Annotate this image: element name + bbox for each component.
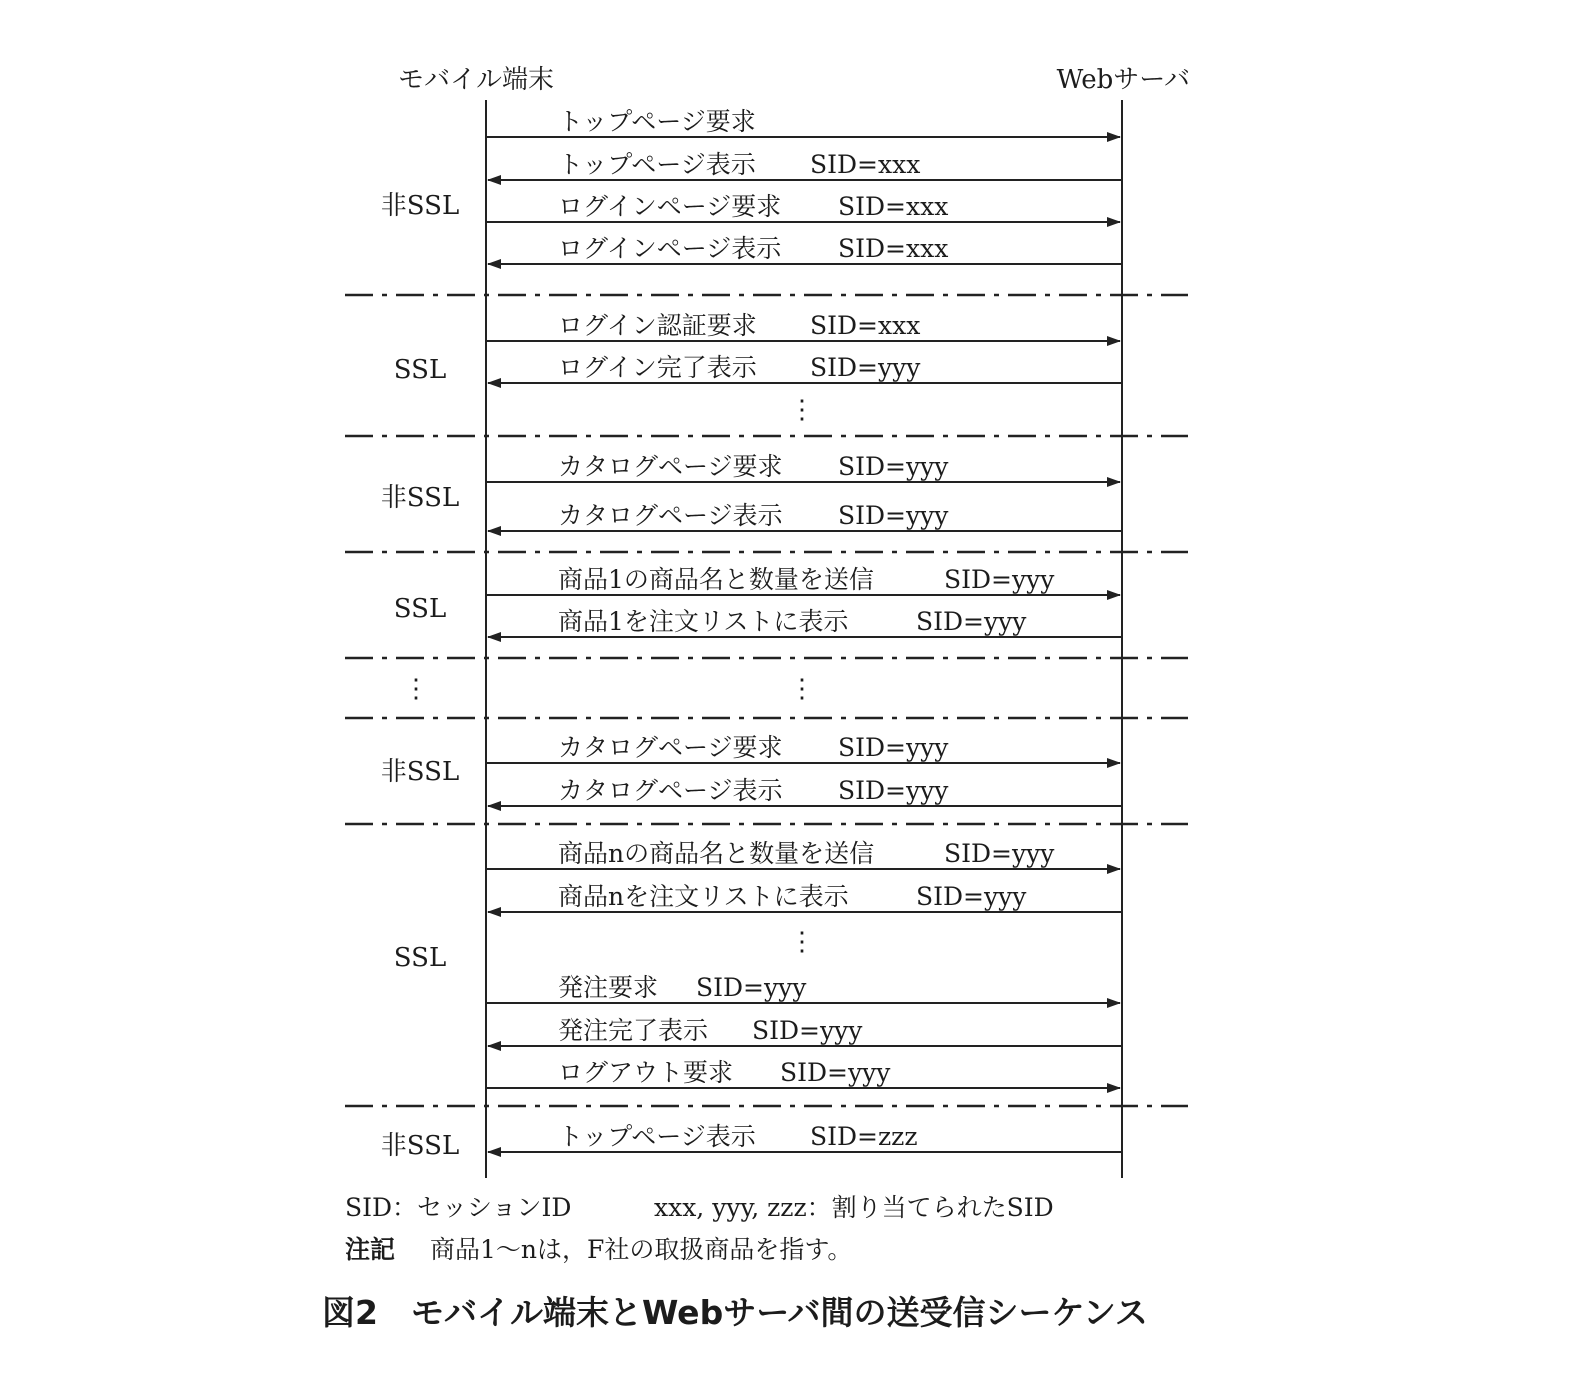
message-sid: SID=yyy [838, 501, 949, 530]
ellipsis: ⋮ [789, 927, 815, 957]
message-sid: SID=yyy [838, 733, 949, 762]
message-label: ログイン完了表示 [558, 353, 757, 382]
ellipsis: ⋮ [789, 395, 815, 425]
message-sid: SID=xxx [838, 234, 949, 263]
lifeline-label-mobile: モバイル端末 [398, 65, 555, 95]
message-label: 発注要求 [558, 973, 659, 1002]
message-sid: SID=xxx [838, 192, 949, 221]
message-label: トップページ要求 [558, 107, 756, 136]
message-sid: SID=yyy [944, 565, 1055, 594]
message-label: カタログページ表示 [558, 776, 783, 805]
message-label: トップページ表示 [558, 1122, 756, 1151]
message-sid: SID=yyy [916, 607, 1027, 636]
note-text: 商品1～nは，F社の取扱商品を指す。 [430, 1235, 853, 1264]
message-label: 商品nを注文リストに表示 [558, 882, 849, 911]
message-label: ログイン認証要求 [558, 311, 757, 340]
message-label: ログアウト要求 [558, 1058, 734, 1087]
message-label: トップページ表示 [558, 150, 756, 179]
message-sid: SID=zzz [810, 1122, 918, 1151]
message-sid: SID=yyy [752, 1016, 863, 1045]
message-label: カタログページ要求 [558, 452, 783, 481]
message-label: ログインページ表示 [558, 234, 782, 263]
section-label: SSL [393, 355, 447, 385]
ellipsis: ⋮ [789, 674, 815, 704]
figure-caption: 図2 モバイル端末とWebサーバ間の送受信シーケンス [322, 1293, 1148, 1332]
message-sid: SID=yyy [780, 1058, 891, 1087]
message-label: 発注完了表示 [558, 1016, 709, 1045]
note-sid-definition: SID：セッションID [345, 1193, 572, 1222]
ellipsis: ⋮ [403, 674, 429, 704]
message-sid: SID=yyy [696, 973, 807, 1002]
message-label: 商品1を注文リストに表示 [558, 607, 849, 636]
note-sid-values: xxx, yyy, zzz：割り当てられたSID [654, 1193, 1054, 1222]
message-label: ログインページ要求 [558, 192, 782, 221]
message-label: カタログページ表示 [558, 501, 783, 530]
section-label: 非SSL [380, 757, 460, 787]
message-sid: SID=yyy [916, 882, 1027, 911]
message-sid: SID=yyy [944, 839, 1055, 868]
message-sid: SID=xxx [810, 311, 921, 340]
lifeline-label-server: Webサーバ [1056, 65, 1190, 95]
note-label: 注記 [345, 1235, 396, 1264]
message-sid: SID=xxx [810, 150, 921, 179]
message-sid: SID=yyy [810, 353, 921, 382]
section-label: SSL [393, 594, 447, 624]
section-label: 非SSL [380, 191, 460, 221]
message-label: 商品1の商品名と数量を送信 [558, 565, 874, 594]
message-label: 商品nの商品名と数量を送信 [558, 839, 875, 868]
section-label: SSL [393, 943, 447, 973]
message-sid: SID=yyy [838, 452, 949, 481]
message-sid: SID=yyy [838, 776, 949, 805]
message-label: カタログページ要求 [558, 733, 783, 762]
section-label: 非SSL [380, 483, 460, 513]
section-label: 非SSL [380, 1131, 460, 1161]
